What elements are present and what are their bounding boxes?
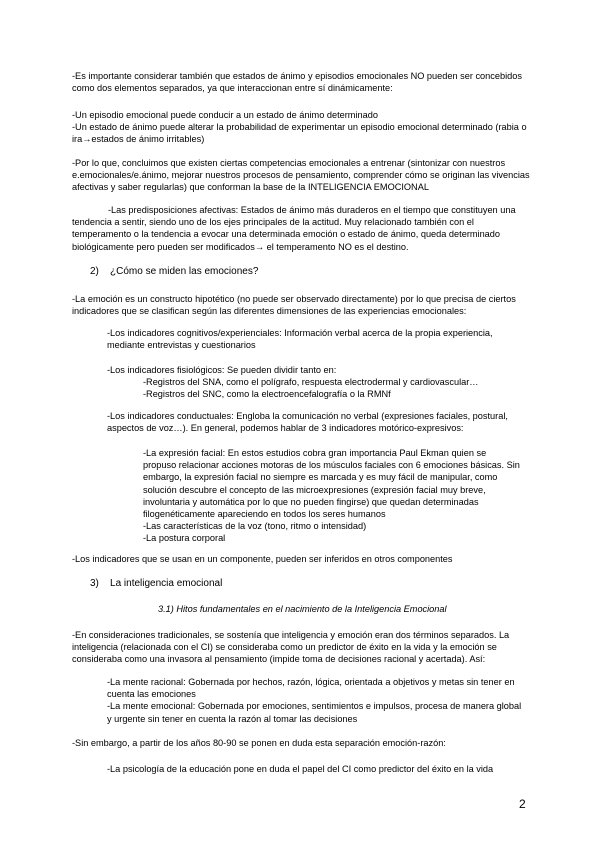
section-heading-2: 2) ¿Cómo se miden las emociones? xyxy=(90,266,259,277)
paragraph-moods-episodes: -Es importante considerar también que estados de ánimo y episodios emocionales NO pueden ser concebidos como dos elementos separados, ya que interaccionan entre sí dinámicamente: xyxy=(72,71,522,94)
paragraph-facial-expression: -La expresión facial: En estos estudios cobra gran importancia Paul Ekman quien se propuso relacionar acciones motoras de los músculos faciales con 6 emociones básicas. Sin embargo, la expresión facial no siempre es marcada y es muy fácil de manipular, como solución descubre el concepto de las microexpresiones (expresión facial muy breve, involuntaria y automática por lo que no pueden fingirse) que quedan determinadas filogenéticamente apareciendo en todos los seres humanos -Las características de la voz (tono, ritmo o intensidad) -La postura corporal xyxy=(143,448,520,544)
paragraph-traditional-view: -En consideraciones tradicionales, se sostenía que inteligencia y emoción eran dos términos separados. La inteligencia (relacionada con el CI) se consideraba como un predictor de éxito en la vida y la emoción se consideraba como una invasora al pensamiento (impide toma de decisiones racional y acertada). Así: xyxy=(72,630,510,665)
paragraph-physiological-indicators: -Los indicadores fisiológicos: Se pueden dividir tanto en: -Registros del SNA, como el polígrafo, respuesta electrodermal y cardiovascular… -Registros del SNC, como la electroencefalografía o la RMNf xyxy=(107,365,479,400)
section-heading-3: 3) La inteligencia emocional xyxy=(90,578,223,589)
paragraph-interaction-list: -Un episodio emocional puede conducir a un estado de ánimo determinado -Un estado de ánimo puede alterar la probabilidad de experimentar un episodio emocional determinado (rabia o ira→estados de ánimo irritables) xyxy=(72,110,527,145)
paragraph-competencies: -Por lo que, concluimos que existen ciertas competencias emocionales a entrenar (sintonizar con nuestros e.emocionales/e.ánimo, mejorar nuestros procesos de pensamiento, comprender cómo se originan las vivencias afectivas y saber regularlas) que conforman la base de la INTELIGENCIA EMOCIONAL xyxy=(72,158,530,193)
paragraph-educational-psychology: -La psicología de la educación pone en duda el papel del CI como predictor del éxito en la vida xyxy=(107,764,494,774)
paragraph-inferred-indicators: -Los indicadores que se usan en un componente, pueden ser inferidos en otros componentes xyxy=(72,554,453,564)
page-number: 2 xyxy=(519,797,526,811)
paragraph-rational-emotional-mind: -La mente racional: Gobernada por hechos, razón, lógica, orientada a objetivos y metas sin tener en cuenta las emociones -La mente emocional: Gobernada por emociones, sentimientos e impulsos, procesa de manera global y urgente sin tener en cuenta la razón al tomar las decisiones xyxy=(107,677,522,724)
paragraph-80s-90s: -Sin embargo, a partir de los años 80-90 se ponen en duda esta separación emoción-razón: xyxy=(72,738,446,748)
subsection-heading-3-1: 3.1) Hitos fundamentales en el nacimiento de la Inteligencia Emocional xyxy=(158,604,447,614)
paragraph-hypothetical-construct: -La emoción es un constructo hipotético (no puede ser observado directamente) por lo que precisa de ciertos indicadores que se clasifican según las diferentes dimensiones de las experiencias emocionales: xyxy=(72,294,516,317)
paragraph-affective-predispositions: -Las predisposiciones afectivas: Estados de ánimo más duraderos en el tiempo que constituyen una tendencia a sentir, siendo uno de los ejes principales de la actitud. Muy relacionado también con el temperamento o la tendencia a evocar una determinada emoción o estado de ánimo, queda determinado biológicamente pero pueden ser modificados→ el temperamento NO es el destino. xyxy=(72,205,516,252)
paragraph-behavioral-indicators: -Los indicadores conductuales: Engloba la comunicación no verbal (expresiones faciales, postural, aspectos de voz…). En general, podemos hablar de 3 indicadores motórico-expresivos: xyxy=(107,411,508,434)
paragraph-cognitive-indicators: -Los indicadores cognitivos/experienciales: Información verbal acerca de la propia experiencia, mediante entrevistas y cuestionarios xyxy=(107,328,493,351)
